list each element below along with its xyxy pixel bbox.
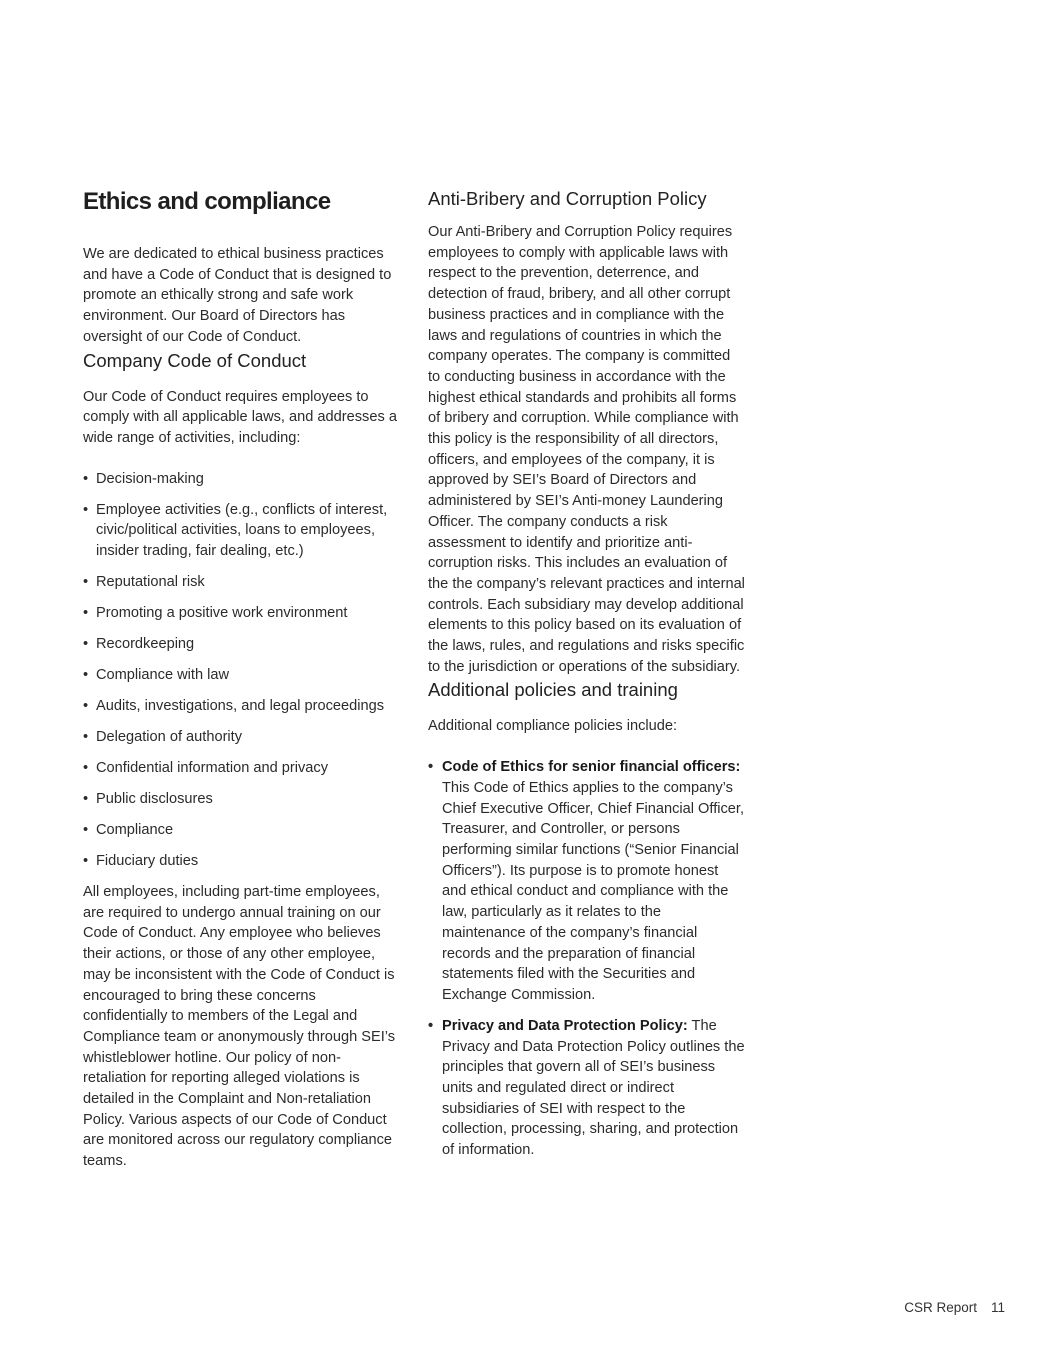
list-item: • Public disclosures <box>83 789 401 810</box>
bullet-icon: • <box>83 698 89 715</box>
list-item: • Fiduciary duties <box>83 851 401 872</box>
bullet-icon: • <box>83 853 89 870</box>
intro-paragraph: We are dedicated to ethical business practices and have a Code of Conduct that is designed to promote an ethically strong and safe work environment. Our Board of Directors has oversight of our Code of Conduct. <box>83 246 392 345</box>
bullet-icon: • <box>428 1017 434 1034</box>
additional-policies-intro: Additional compliance policies include: <box>428 718 678 735</box>
list-item: • Delegation of authority <box>83 727 401 748</box>
list-item: • Reputational risk <box>83 572 401 593</box>
list-item <box>428 1016 746 1161</box>
bullet-icon: • <box>83 729 89 746</box>
list-item: • Decision-making <box>83 469 401 490</box>
list-item <box>428 757 746 1005</box>
page-title: Ethics and compliance <box>83 188 331 215</box>
policy-title: Code of Ethics for senior financial officers: <box>442 759 741 776</box>
list-item: • Confidential information and privacy <box>83 758 401 779</box>
policy-description: This Code of Ethics applies to the company’s Chief Executive Officer, Chief Financial Officer, Treasurer, and Controller, or persons performing similar functions (“Senior Financial Officers”). Its purpose is to promote honest and ethical conduct and compliance with the law, particularly as it relates to the maintenance of the company’s financial records and the preparation of financial statements filed with the Securities and Exchange Commission. <box>442 779 745 1003</box>
anti-bribery-heading: Anti-Bribery and Corruption Policy <box>428 188 707 209</box>
bullet-icon: • <box>83 605 89 622</box>
list-item: • Audits, investigations, and legal proceedings <box>83 696 401 717</box>
bullet-icon: • <box>83 822 89 839</box>
report-name: CSR Report <box>904 1300 977 1315</box>
left-column <box>83 186 401 1172</box>
code-of-conduct-heading: Company Code of Conduct <box>83 349 307 371</box>
list-item: • Compliance <box>83 820 401 841</box>
list-item: • Recordkeeping <box>83 634 401 655</box>
code-of-conduct-list <box>83 469 401 872</box>
additional-policies-heading: Additional policies and training <box>428 679 678 701</box>
policy-title: Privacy and Data Protection Policy: <box>442 1017 688 1034</box>
anti-bribery-paragraph: Our Anti-Bribery and Corruption Policy requires employees to comply with applicable laws with respect to the prevention, deterrence, and detection of fraud, bribery, and all other corrupt business practices and in compliance with the laws and regulations of countries in which the company operates. The company is committed to conducting business in accordance with the highest ethical standards and prohibits all forms of bribery and corruption. While compliance with this policy is the responsibility of all directors, officers, and employees of the company, it is approved by SEI’s Board of Directors and administered by SEI’s Anti-money Laundering Officer. The company conducts a risk assessment to identify and prioritize anti-corruption risks. This includes an evaluation of the the company’s relevant practices and internal controls. Each subsidiary may develop additional elements to this policy based on its evaluation of the laws, rules, and regulations and risks specific to the jurisdiction or operations of the subsidiary. <box>428 224 745 675</box>
bullet-icon: • <box>428 759 434 776</box>
page-number: 11 <box>990 1300 1005 1315</box>
list-item: • Compliance with law <box>83 665 401 686</box>
page-footer <box>860 1299 1005 1317</box>
list-item: • Employee activities (e.g., conflicts of interest, civic/political activities, loans to employees, insider trading, fair dealing, etc.) <box>83 501 388 560</box>
bullet-icon: • <box>83 574 89 591</box>
training-paragraph: All employees, including part-time employees, are required to undergo annual training on our Code of Conduct. Any employee who believes their actions, or those of any other employee, may be inconsistent with the Code of Conduct is encouraged to bring these concerns confidentially to members of the Legal and Compliance team or anonymously through SEI’s whistleblower hotline. Our policy of non-retaliation for reporting alleged violations is detailed in the Complaint and Non-retaliation Policy. Various aspects of our Code of Conduct are monitored across our regulatory compliance teams. <box>83 884 396 1170</box>
code-of-conduct-paragraph: Our Code of Conduct requires employees to comply with all applicable laws, and addresses a wide range of activities, including: <box>83 388 397 446</box>
bullet-icon: • <box>83 636 89 653</box>
bullet-icon: • <box>83 760 89 777</box>
bullet-icon: • <box>83 667 89 684</box>
additional-policies-list <box>428 757 746 1161</box>
right-column <box>428 186 746 1171</box>
list-item: • Promoting a positive work environment <box>83 603 401 624</box>
bullet-icon: • <box>83 470 89 487</box>
policy-description: The Privacy and Data Protection Policy outlines the principles that govern all of SEI’s business units and regulated direct or indirect subsidiaries of SEI with respect to the collection, processing, sharing, and protection of information. <box>442 1017 745 1159</box>
bullet-icon: • <box>83 791 89 808</box>
bullet-icon: • <box>83 501 89 518</box>
